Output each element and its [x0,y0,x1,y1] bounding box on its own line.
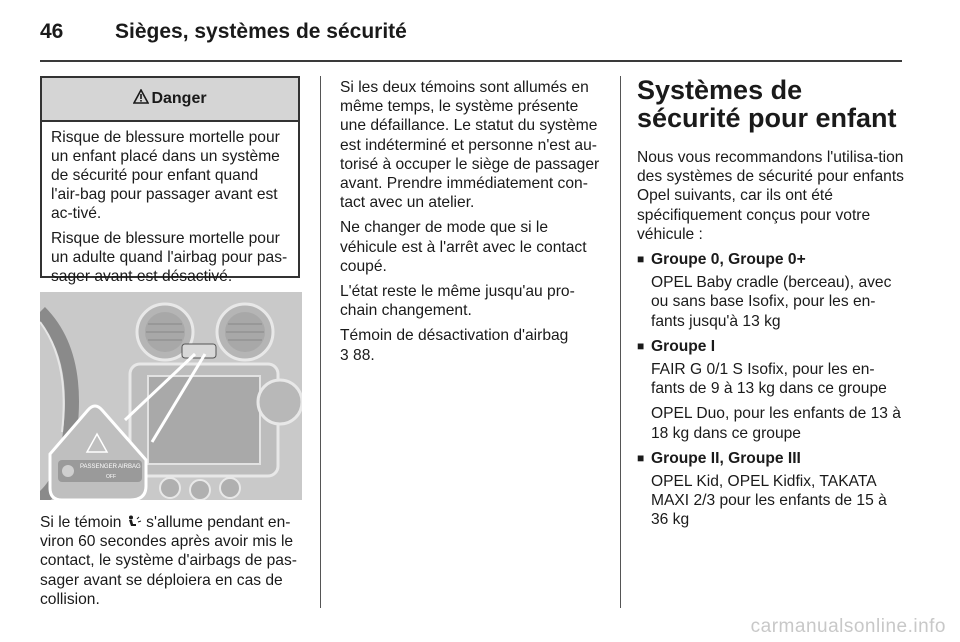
page-reference-link[interactable]: 88. [353,346,375,364]
airbag-warning-light-icon [126,514,146,531]
column-2 [340,78,605,371]
column-1-text [40,513,304,615]
text-segment: Si le témoin [40,514,122,531]
danger-paragraph: Risque de blessure mortelle pour un enfant placé dans un système de sécurité pour enfant quand l'air-bag pour passager avant est ac-tivé. [51,129,280,222]
danger-box [40,76,300,285]
square-bullet-icon: ■ [637,252,645,267]
panel-label-off: OFF [106,474,116,480]
group-detail: OPEL Kid, OPEL Kidfix, TAKATA MAXI 2/3 pour les enfants de 15 à 36 kg [651,473,887,529]
square-bullet-icon: ■ [637,338,645,353]
danger-title: Danger [151,90,207,107]
danger-header [42,78,298,122]
paragraph: Si les deux témoins sont allumés en même temps, le système présente une défaillance. Le statut du système est indéterminé et personne n'est au-torisé à occuper le siège de passager avant. Prendre immédiatement con-tact avec un atelier. [340,79,600,212]
danger-paragraph: Risque de blessure mortelle pour un adulte quand l'airbag pour pas-sager avant est désactivé. [51,230,288,285]
danger-body [42,122,298,286]
paragraph: L'état reste le même jusqu'au pro-chain changement. [340,283,575,320]
warning-triangle-icon [133,89,149,109]
section-title: Systèmes de sécurité pour enfant [637,75,897,133]
square-bullet-icon: ■ [637,450,645,465]
chapter-title: Sièges, systèmes de sécurité [115,20,407,43]
panel-label-passenger: PASSENGER [80,464,117,470]
group-title: Groupe II, Groupe III [651,449,801,467]
page-reference-icon: 3 [340,346,349,364]
group-title: Groupe I [651,337,716,355]
group-detail: OPEL Baby cradle (berceau), avec ou sans base Isofix, pour les en-fants jusqu'à 13 kg [651,274,892,330]
watermark: carmanualsonline.info [750,616,946,637]
airbag-indicator-paragraph [40,513,304,609]
list-item [637,449,905,468]
text-segment: Témoin de désactivation d'airbag [340,327,569,345]
panel-label-airbag: AIRBAG [118,464,141,470]
column-divider-1 [320,76,321,608]
dashboard-illustration [40,292,302,500]
group-title: Groupe 0, Groupe 0+ [651,251,806,269]
list-item [637,337,905,356]
text-segment: s'allume pendant en-viron 60 secondes après avoir mis le contact, le système d'airbags de pas-sager avant se déploiera en cas de collision. [40,514,297,608]
page-number: 46 [40,20,64,43]
paragraph: Ne changer de mode que si le véhicule est à l'arrêt avec le contact coupé. [340,219,587,275]
header-rule [40,60,902,62]
column-divider-2 [620,76,621,608]
list-item [637,250,905,269]
intro-paragraph: Nous vous recommandons l'utilisa-tion des systèmes de sécurité pour enfants Opel suivants, car ils ont été spécifiquement conçus pour votre véhicule : [637,149,904,243]
group-detail: FAIR G 0/1 S Isofix, pour les en-fants de 9 à 13 kg dans ce groupe [651,361,887,398]
column-3 [637,76,905,536]
cross-reference-paragraph [340,326,605,364]
group-detail: OPEL Duo, pour les enfants de 13 à 18 kg dans ce groupe [651,405,901,442]
page-header [40,20,900,60]
